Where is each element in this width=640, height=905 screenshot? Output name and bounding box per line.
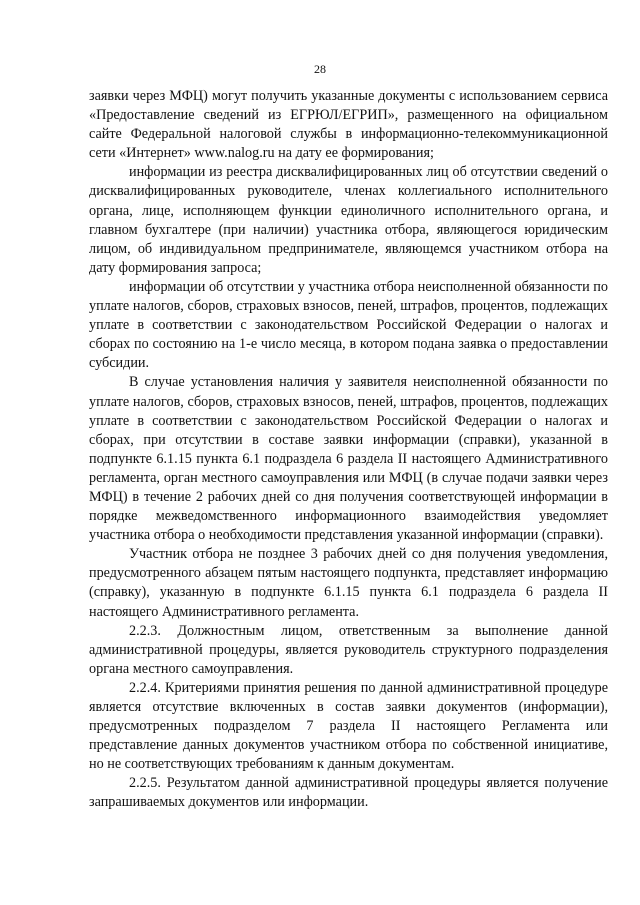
paragraph-continuation: заявки через МФЦ) могут получить указанные документы с использованием сервиса «Предоставление сведений из ЕГРЮЛ/ЕГРИП», размещенного на официальном сайте Федеральной налоговой службы в информационно-телекоммуникационной сети «Интернет» www.nalog.ru на дату ее формирования; bbox=[89, 88, 608, 162]
paragraph-2-2-3: 2.2.3. Должностным лицом, ответственным за выполнение данной административной процедуры, является руководитель структурного подразделения органа местного самоуправления. bbox=[89, 622, 608, 677]
document-body bbox=[89, 87, 608, 813]
page-number: 28 bbox=[314, 62, 326, 76]
paragraph-participant-response: Участник отбора не позднее 3 рабочих дней со дня получения уведомления, предусмотренного абзацем пятым настоящего подпункта, представляет информацию (справку), указанную в подпункте 6.1.15 пункта 6.1 подраздела 6 раздела II настоящего Административного регламента. bbox=[89, 546, 608, 620]
paragraph-disqualified-persons: информации из реестра дисквалифицированных лиц об отсутствии сведений о дисквалифицированных руководителе, членах коллегиального исполнительного органа, лице, исполняющем функции единоличного исполнительного органа, и главном бухгалтере (при наличии) участника отбора, являющегося юридическим лицом, об индивидуальном предпринимателе, являющемся участником отбора на дату формирования запроса; bbox=[89, 164, 608, 276]
paragraph-tax-debt-info: информации об отсутствии у участника отбора неисполненной обязанности по уплате налогов, сборов, страховых взносов, пеней, штрафов, процентов, подлежащих уплате в соответствии с законодательством Российской Федерации о налогах и сборах по состоянию на 1-е число месяца, в котором подана заявка о предоставлении субсидии. bbox=[89, 278, 608, 372]
paragraph-2-2-5: 2.2.5. Результатом данной административной процедуры является получение запрашиваемых документов или информации. bbox=[89, 775, 608, 811]
paragraph-2-2-4: 2.2.4. Критериями принятия решения по данной административной процедуре является отсутствие включенных в состав заявки документов (информации), предусмотренных подразделом 7 раздела II настоящего Регламента или представление данных документов участником отбора по собственной инициативе, но не соответствующих требованиям к данным документам. bbox=[89, 679, 608, 773]
paragraph-debt-notification: В случае установления наличия у заявителя неисполненной обязанности по уплате налогов, сборов, страховых взносов, пеней, штрафов, процентов, подлежащих уплате в соответствии с законодательством Российской Федерации о налогах и сборах, при отсутствии в составе заявки информации (справки), указанной в подпункте 6.1.15 пункта 6.1 подраздела 6 раздела II настоящего Административного регламента, орган местного самоуправления или МФЦ (в случае подачи заявки через МФЦ) в течение 2 рабочих дней со дня получения соответствующей информации в порядке межведомственного информационного взаимодействия уведомляет участника отбора о необходимости представления указанной информации (справки). bbox=[89, 374, 608, 544]
